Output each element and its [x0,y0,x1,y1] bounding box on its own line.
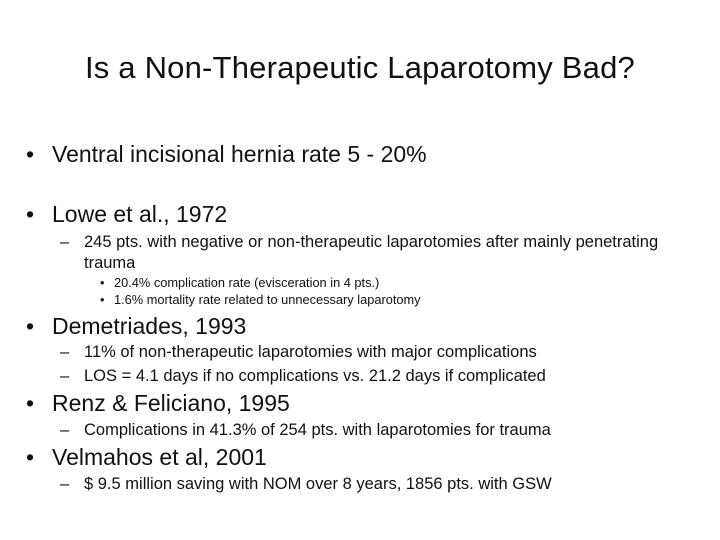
sub-bullet-text: $ 9.5 million saving with NOM over 8 years, 1856 pts. with GSW [84,475,552,493]
sub-sub-bullet-mortality-rate [100,292,421,308]
sub-sub-bullet-complication-rate [100,275,380,291]
dash-marker: – [60,475,70,493]
bullet-demetriades [26,312,247,340]
bullet-marker: • [26,141,35,167]
sub-bullet-text: 245 pts. with negative or non-therapeutic laparotomies after mainly penetrating trauma [84,233,659,272]
dash-marker: – [60,367,70,385]
sub-bullet-los [60,366,546,387]
sub-bullet-trauma-complications [60,420,551,441]
sub-bullet-text: LOS = 4.1 days if no complications vs. 21.2 days if complicated [84,367,546,385]
slide-title: Is a Non-Therapeutic Laparotomy Bad? [84,50,635,85]
bullet-marker: • [100,275,105,290]
dash-marker: – [60,343,70,361]
bullet-text: Lowe et al., 1972 [52,201,228,227]
bullet-renz-feliciano [26,389,290,417]
dash-marker: – [60,233,70,251]
bullet-text: Demetriades, 1993 [52,313,247,339]
sub-bullet-lowe-patients [60,232,704,274]
bullet-marker: • [100,292,105,307]
dash-marker: – [60,421,70,439]
sub-sub-bullet-text: 1.6% mortality rate related to unnecessary laparotomy [114,292,421,307]
bullet-marker: • [26,313,35,339]
sub-bullet-nom-savings [60,474,552,495]
sub-sub-bullet-text: 20.4% complication rate (evisceration in 4 pts.) [114,275,380,290]
sub-bullet-major-complications [60,342,537,363]
bullet-marker: • [26,444,35,470]
bullet-marker: • [26,201,35,227]
bullet-velmahos [26,443,267,471]
sub-bullet-text: 11% of non-therapeutic laparotomies with major complications [84,343,537,361]
bullet-text: Ventral incisional hernia rate 5 - 20% [52,141,427,167]
bullet-hernia-rate [26,140,427,168]
bullet-text: Renz & Feliciano, 1995 [52,390,290,416]
bullet-marker: • [26,390,35,416]
bullet-text: Velmahos et al, 2001 [52,444,267,470]
sub-bullet-text: Complications in 41.3% of 254 pts. with laparotomies for trauma [84,421,551,439]
bullet-lowe [26,200,228,228]
